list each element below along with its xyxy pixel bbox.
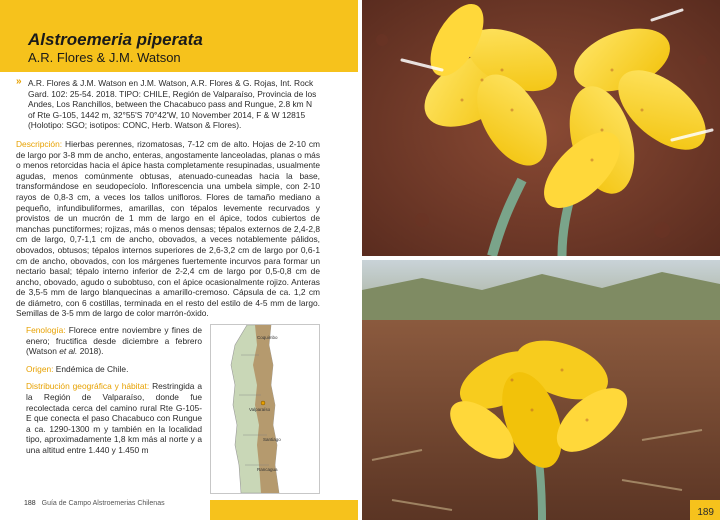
phenology-text: Florece entre noviembre y fines de enero; fructifica desde diciembre a febrero (Watson <box>26 325 202 357</box>
phenology-label: Fenología: <box>26 325 66 335</box>
flower-photo-closeup <box>362 0 720 256</box>
right-page <box>358 0 720 520</box>
phenology-text-end: 2018). <box>77 346 104 357</box>
map-label-santiago: Santiago <box>263 437 281 442</box>
map-label-rancagua: Rancagua <box>257 467 278 472</box>
book-title: Guía de Campo Alstroemerias Chilenas <box>41 500 165 507</box>
flower-closeup-illustration <box>362 0 720 256</box>
reference-paragraph <box>16 78 320 131</box>
description-paragraph <box>16 139 320 319</box>
reference-text: A.R. Flores & J.M. Watson en J.M. Watson, A.R. Flores & G. Rojas, Int. Rock Gard. 102: 25-54. 2018. TIPO: CHILE, Región de Valparaíso, Provincia de los Andes, Los Ranchillos, between the Chacabuco pass and Rungue, 2.8 km N of Rte G-105, 1442 m, 32°55'S 70°42'W, 10 November 2014, F & W 12815 (Holotipo: SGO; isotipos: CONC, Herb. Watson & Flores). <box>28 78 317 131</box>
left-page <box>0 0 358 520</box>
footer-band <box>210 500 358 520</box>
distribution-paragraph <box>26 381 202 455</box>
double-chevron-icon: » <box>16 76 22 87</box>
page-number: 188 <box>24 500 36 507</box>
distribution-label: Distribución geográfica y hábitat: <box>26 381 150 392</box>
folio <box>24 500 165 507</box>
secondary-text <box>26 325 202 463</box>
map-location-marker <box>261 401 265 405</box>
right-page-number: 189 <box>697 507 714 518</box>
distribution-map <box>210 324 320 494</box>
origin-text: Endémica de Chile. <box>53 363 129 374</box>
species-title: Alstroemeria piperata <box>28 30 203 49</box>
origin-paragraph <box>26 364 202 375</box>
description-text: Hierbas perennes, rizomatosas, 7-12 cm de alto. Hojas de 2-10 cm de largo por 3-8 mm de ancho, enteras, angostamente lanceoladas, planas o más o menos retorcidas hacia el ápice hasta completamente resupinadas, usualmente agudas, menos comúnmente obtusas, atenuado-cuneadas hacia la base, transformándose en seudopecíolo. Inflorescencia una umbela simple, con 2-10 rayos de 0,8-3 cm, a veces los tallos unifloros. Flores de tamaño mediano a pequeño, infundibuliformes, amarillas, con tépalos levemente recurvados y provistos de un mucrón de 1 mm de largo en el ápice, todos cubiertos de manchas punctiformes; rojizas, más o menos densas; tépalos externos de 2,4-2,8 cm de largo, 0,7-1,1 cm de ancho, obovados, a veces notablemente pálidos, obovados, obtusos; tépalos internos superiores de 2,6-3,2 cm de largo por 0,6-1 cm de ancho, obovados, con los márgenes fuertemente incurvos para formar un nectario basal; tépalo interno inferior de 2-2,4 cm de largo por 0,5-0,8 cm de ancho, obovado, agudo o subobtuso, con el ápice ocasionalmente rojizo. Anteras de 3,5-5 mm de largo blanquecinas a amarillo-cremoso. Cápsula de ca. 1,2 cm de diámetro, con 6 costillas, terminada en el resto del estilo de 4-5 mm de largo. Semillas de 3-5 mm de largo de color marrón-óxido. <box>16 138 321 319</box>
map-graphic <box>211 325 319 493</box>
description-label: Descripción: <box>16 138 63 149</box>
map-label-coquimbo: Coquimbo <box>257 335 278 340</box>
distribution-text: Restringida a la Región de Valparaíso, donde fue recolectada cerca del camino rural Rte G-105-E que conecta el paso Chacabuco con Rungue a ca. 1290-1300 m y también en la localidad tipo, aproximadamente 1,8 km más al norte y a una altitud entre 1.440 y 1.450 m <box>26 381 202 455</box>
species-authors: A.R. Flores & J.M. Watson <box>28 50 181 65</box>
map-label-valparaiso: Valparaíso <box>249 407 271 412</box>
main-text <box>16 78 320 325</box>
phenology-paragraph <box>26 325 202 357</box>
phenology-italic: et al. <box>59 346 78 357</box>
origin-label: Origen: <box>26 363 54 374</box>
title-band <box>0 0 358 72</box>
flower-photo-habitat <box>362 260 720 520</box>
flower-habitat-illustration <box>362 260 720 520</box>
